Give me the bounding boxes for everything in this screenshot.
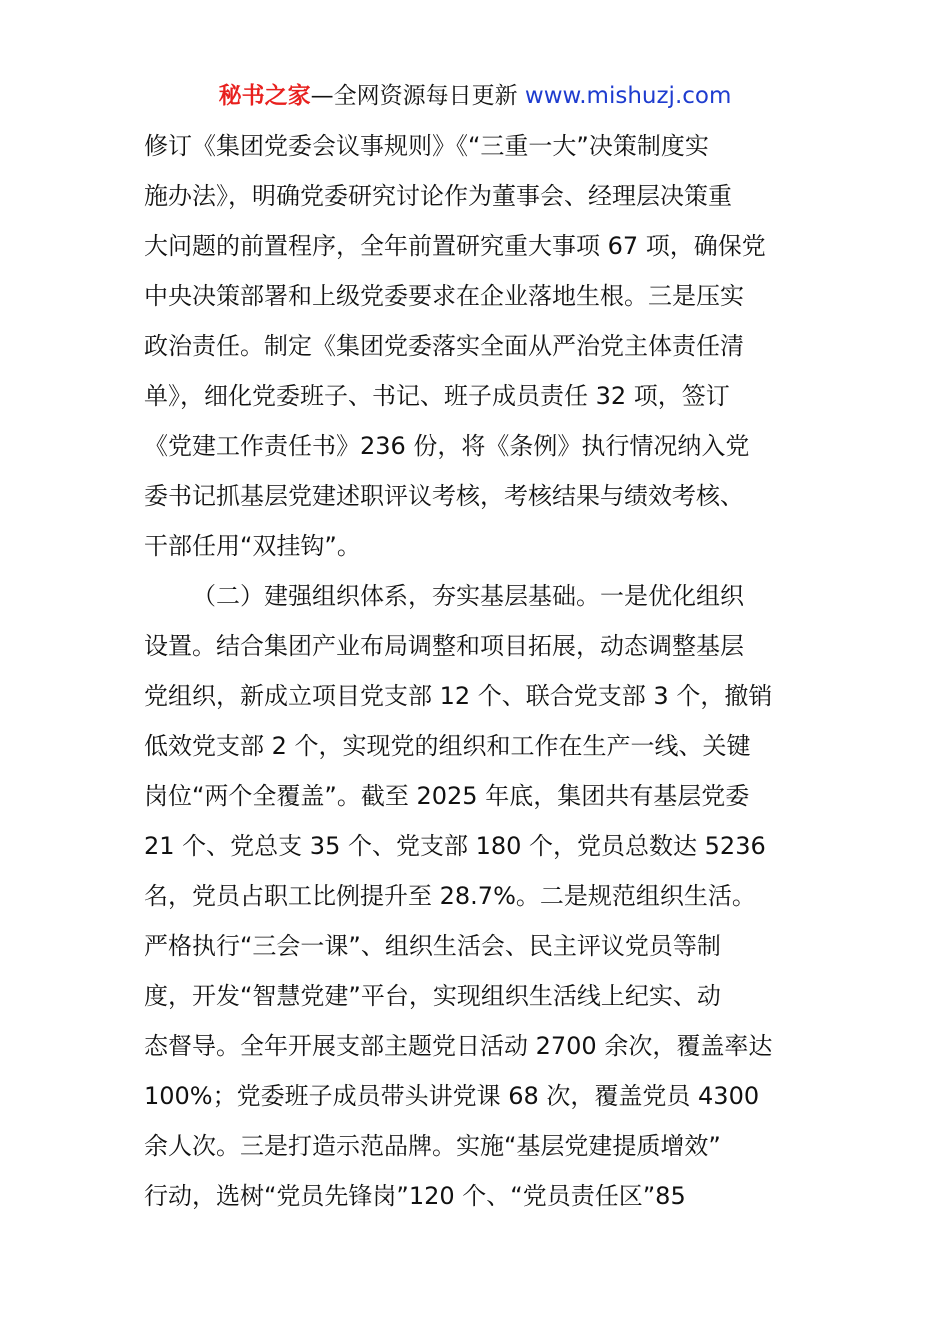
text-line: 委书记抓基层党建述职评议考核，考核结果与绩效考核、 (144, 482, 744, 510)
text-line: 岗位“两个全覆盖”。截至 2025 年底，集团共有基层党委 (144, 782, 750, 810)
text-line: 修订《集团党委会议事规则》《“三重一大”决策制度实 (144, 132, 709, 160)
text-line: 设置。结合集团产业布局调整和项目拓展，动态调整基层 (144, 632, 744, 660)
page-header (0, 80, 950, 112)
text-line: 干部任用“双挂钩”。 (144, 532, 361, 560)
text-line: 名，党员占职工比例提升至 28.7%。二是规范组织生活。 (144, 882, 756, 910)
text-line: 21 个、党总支 35 个、党支部 180 个，党员总数达 5236 (144, 832, 766, 860)
text-line: 余人次。三是打造示范品牌。实施“基层党建提质增效” (144, 1132, 721, 1160)
text-line: 《党建工作责任书》236 份，将《条例》执行情况纳入党 (144, 432, 750, 460)
header-tagline: —全网资源每日更新 (310, 83, 518, 109)
text-line: 低效党支部 2 个，实现党的组织和工作在生产一线、关键 (144, 732, 751, 760)
text-line: 态督导。全年开展支部主题党日活动 2700 余次，覆盖率达 (144, 1032, 773, 1060)
document-body (144, 121, 824, 1221)
section-heading-line: （二）建强组织体系，夯实基层基础。一是优化组织 (192, 582, 744, 610)
text-line: 单》，细化党委班子、书记、班子成员责任 32 项，签订 (144, 382, 730, 410)
text-line: 党组织，新成立项目党支部 12 个、联合党支部 3 个，撤销 (144, 682, 773, 710)
text-line: 中央决策部署和上级党委要求在企业落地生根。三是压实 (144, 282, 744, 310)
text-line: 政治责任。制定《集团党委落实全面从严治党主体责任清 (144, 332, 744, 360)
text-line: 行动，选树“党员先锋岗”120 个、“党员责任区”85 (144, 1182, 686, 1210)
text-line: 施办法》，明确党委研究讨论作为董事会、经理层决策重 (144, 182, 732, 210)
website-link[interactable]: www.mishuzj.com (524, 83, 732, 109)
text-line: 度，开发“智慧党建”平台，实现组织生活线上纪实、动 (144, 982, 721, 1010)
text-line: 大问题的前置程序，全年前置研究重大事项 67 项，确保党 (144, 232, 766, 260)
text-line: 严格执行“三会一课”、组织生活会、民主评议党员等制 (144, 932, 721, 960)
brand-name: 秘书之家 (218, 83, 311, 109)
text-line: 100%；党委班子成员带头讲党课 68 次，覆盖党员 4300 (144, 1082, 760, 1110)
